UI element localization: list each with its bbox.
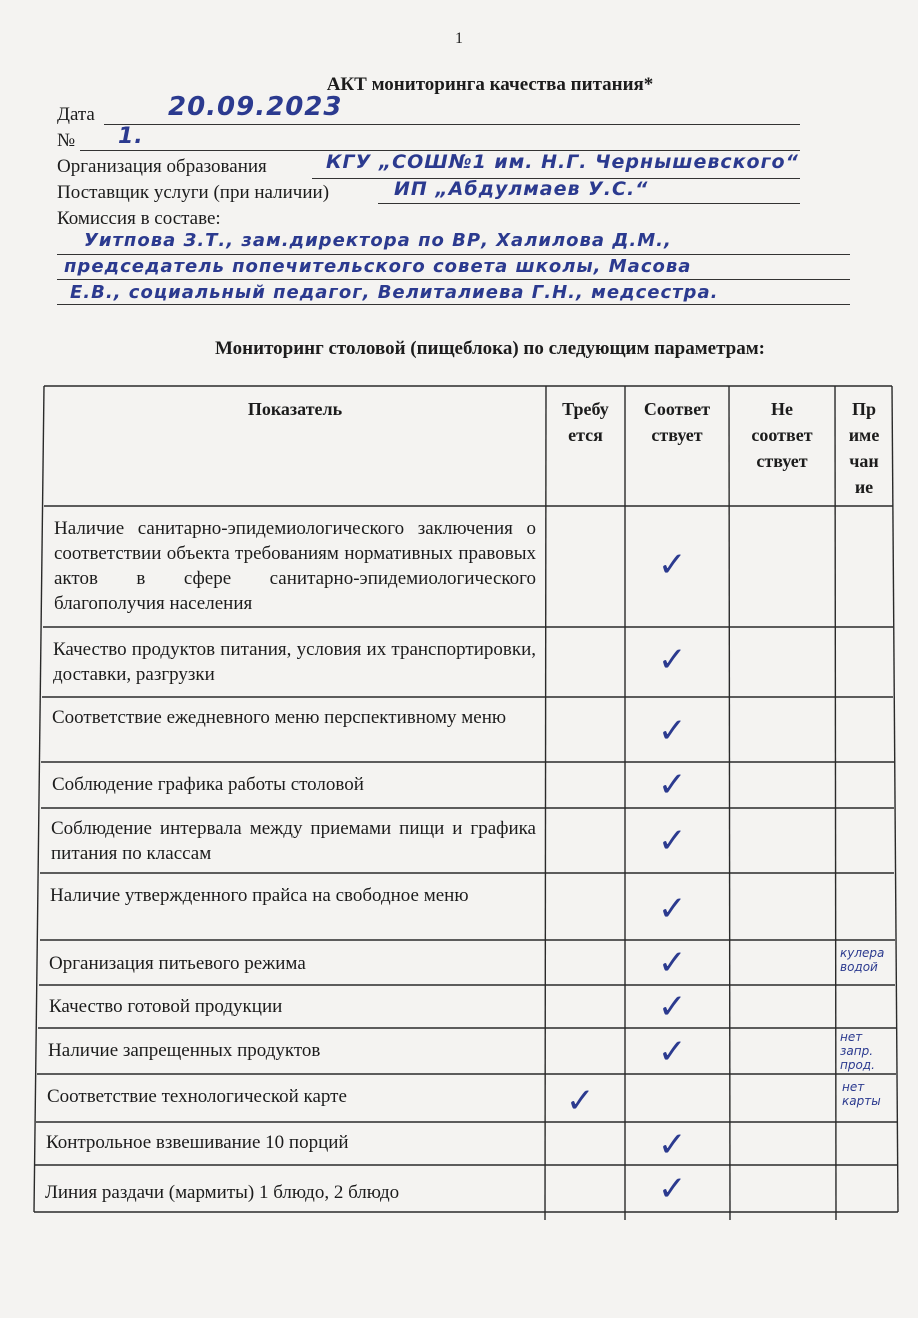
- commission-underline-3: [57, 304, 850, 305]
- row-indicator: Линия раздачи (мармиты) 1 блюдо, 2 блюдо: [45, 1182, 400, 1203]
- date-value: 20.09.2023: [168, 92, 343, 122]
- header-indicator: Показатель: [247, 399, 343, 419]
- act-title: АКТ мониторинга качества питания*: [326, 74, 654, 95]
- header-not-complies-line: ствует: [756, 451, 808, 471]
- row-complies-mark: ✓: [658, 711, 687, 751]
- header-required: [546, 396, 625, 448]
- header-complies: [625, 396, 729, 448]
- header-not-complies-line: Не: [771, 399, 793, 419]
- row-indicator: Наличие санитарно-эпидемиологического заключения о соответствии объекта требованиям нормативных правовых актов в сфере санитарно-эпидемиологического благополучия населения: [54, 518, 536, 614]
- number-label: №: [57, 130, 76, 151]
- row-complies-mark: ✓: [658, 821, 687, 861]
- number-value: 1.: [118, 124, 144, 149]
- row-complies-mark: ✓: [658, 943, 687, 983]
- header-note-line: чан: [849, 451, 879, 471]
- row-complies-mark: ✓: [658, 545, 687, 585]
- row-note: кулера водой: [840, 946, 885, 974]
- row-complies-mark: ✓: [658, 1032, 687, 1072]
- header-note-line: ие: [854, 477, 874, 497]
- row-note: нет карты: [842, 1080, 881, 1108]
- commission-line: председатель попечительского совета школы, Масова: [64, 256, 692, 277]
- header-note-line: име: [848, 425, 880, 445]
- supplier-label: Поставщик услуги (при наличии): [57, 182, 330, 203]
- commission-line: Уитпова З.Т., зам.директора по ВР, Халилова Д.М.,: [84, 230, 672, 251]
- row-complies-mark: ✓: [658, 889, 687, 929]
- row-required-mark: ✓: [566, 1081, 595, 1121]
- row-indicator: Соответствие ежедневного меню перспективному меню: [52, 707, 507, 728]
- row-complies-mark: ✓: [658, 1169, 687, 1209]
- row-complies-mark: ✓: [658, 987, 687, 1027]
- row-complies-mark: ✓: [658, 765, 687, 805]
- row-indicator: Соблюдение интервала между приемами пищи и графика питания по классам: [51, 818, 536, 864]
- header-note: [835, 396, 893, 500]
- header-not-complies: [729, 396, 835, 474]
- commission-label: Комиссия в составе:: [57, 208, 221, 229]
- row-indicator: Наличие утвержденного прайса на свободное меню: [50, 885, 469, 906]
- row-indicator: Соответствие технологической карте: [47, 1086, 347, 1107]
- row-complies-mark: ✓: [658, 640, 687, 680]
- header-note-line: Пр: [851, 399, 876, 419]
- header-required-line: Требу: [562, 399, 609, 419]
- org-label: Организация образования: [57, 156, 267, 177]
- commission-underline-2: [57, 279, 850, 280]
- header-required-line: ется: [568, 425, 603, 445]
- row-indicator: Организация питьевого режима: [49, 953, 306, 974]
- header-not-complies-line: соответ: [751, 425, 813, 445]
- row-indicator: Наличие запрещенных продуктов: [48, 1040, 321, 1061]
- commission-line: Е.В., социальный педагог, Велиталиева Г.Н., медсестра.: [70, 282, 719, 303]
- row-indicator: Контрольное взвешивание 10 порций: [46, 1132, 349, 1153]
- header-complies-line: ствует: [651, 425, 703, 445]
- row-note: нет запр. прод.: [840, 1030, 875, 1072]
- row-indicator: Качество готовой продукции: [49, 996, 283, 1017]
- row-indicator: Качество продуктов питания, условия их транспортировки, доставки, разгрузки: [53, 639, 536, 685]
- supplier-value: ИП „Абдулмаев У.С.“: [394, 178, 649, 200]
- supplier-underline: [378, 203, 800, 204]
- commission-underline-1: [57, 254, 850, 255]
- date-label: Дата: [57, 104, 95, 125]
- row-indicator: Соблюдение графика работы столовой: [52, 774, 364, 795]
- org-value: КГУ „СОШ№1 им. Н.Г. Чернышевского“: [326, 151, 799, 173]
- page-number: 1: [455, 30, 463, 47]
- section-subtitle: Мониторинг столовой (пищеблока) по следующим параметрам:: [215, 338, 765, 359]
- date-underline: [104, 124, 800, 125]
- header-complies-line: Соответ: [643, 399, 711, 419]
- row-complies-mark: ✓: [658, 1125, 687, 1165]
